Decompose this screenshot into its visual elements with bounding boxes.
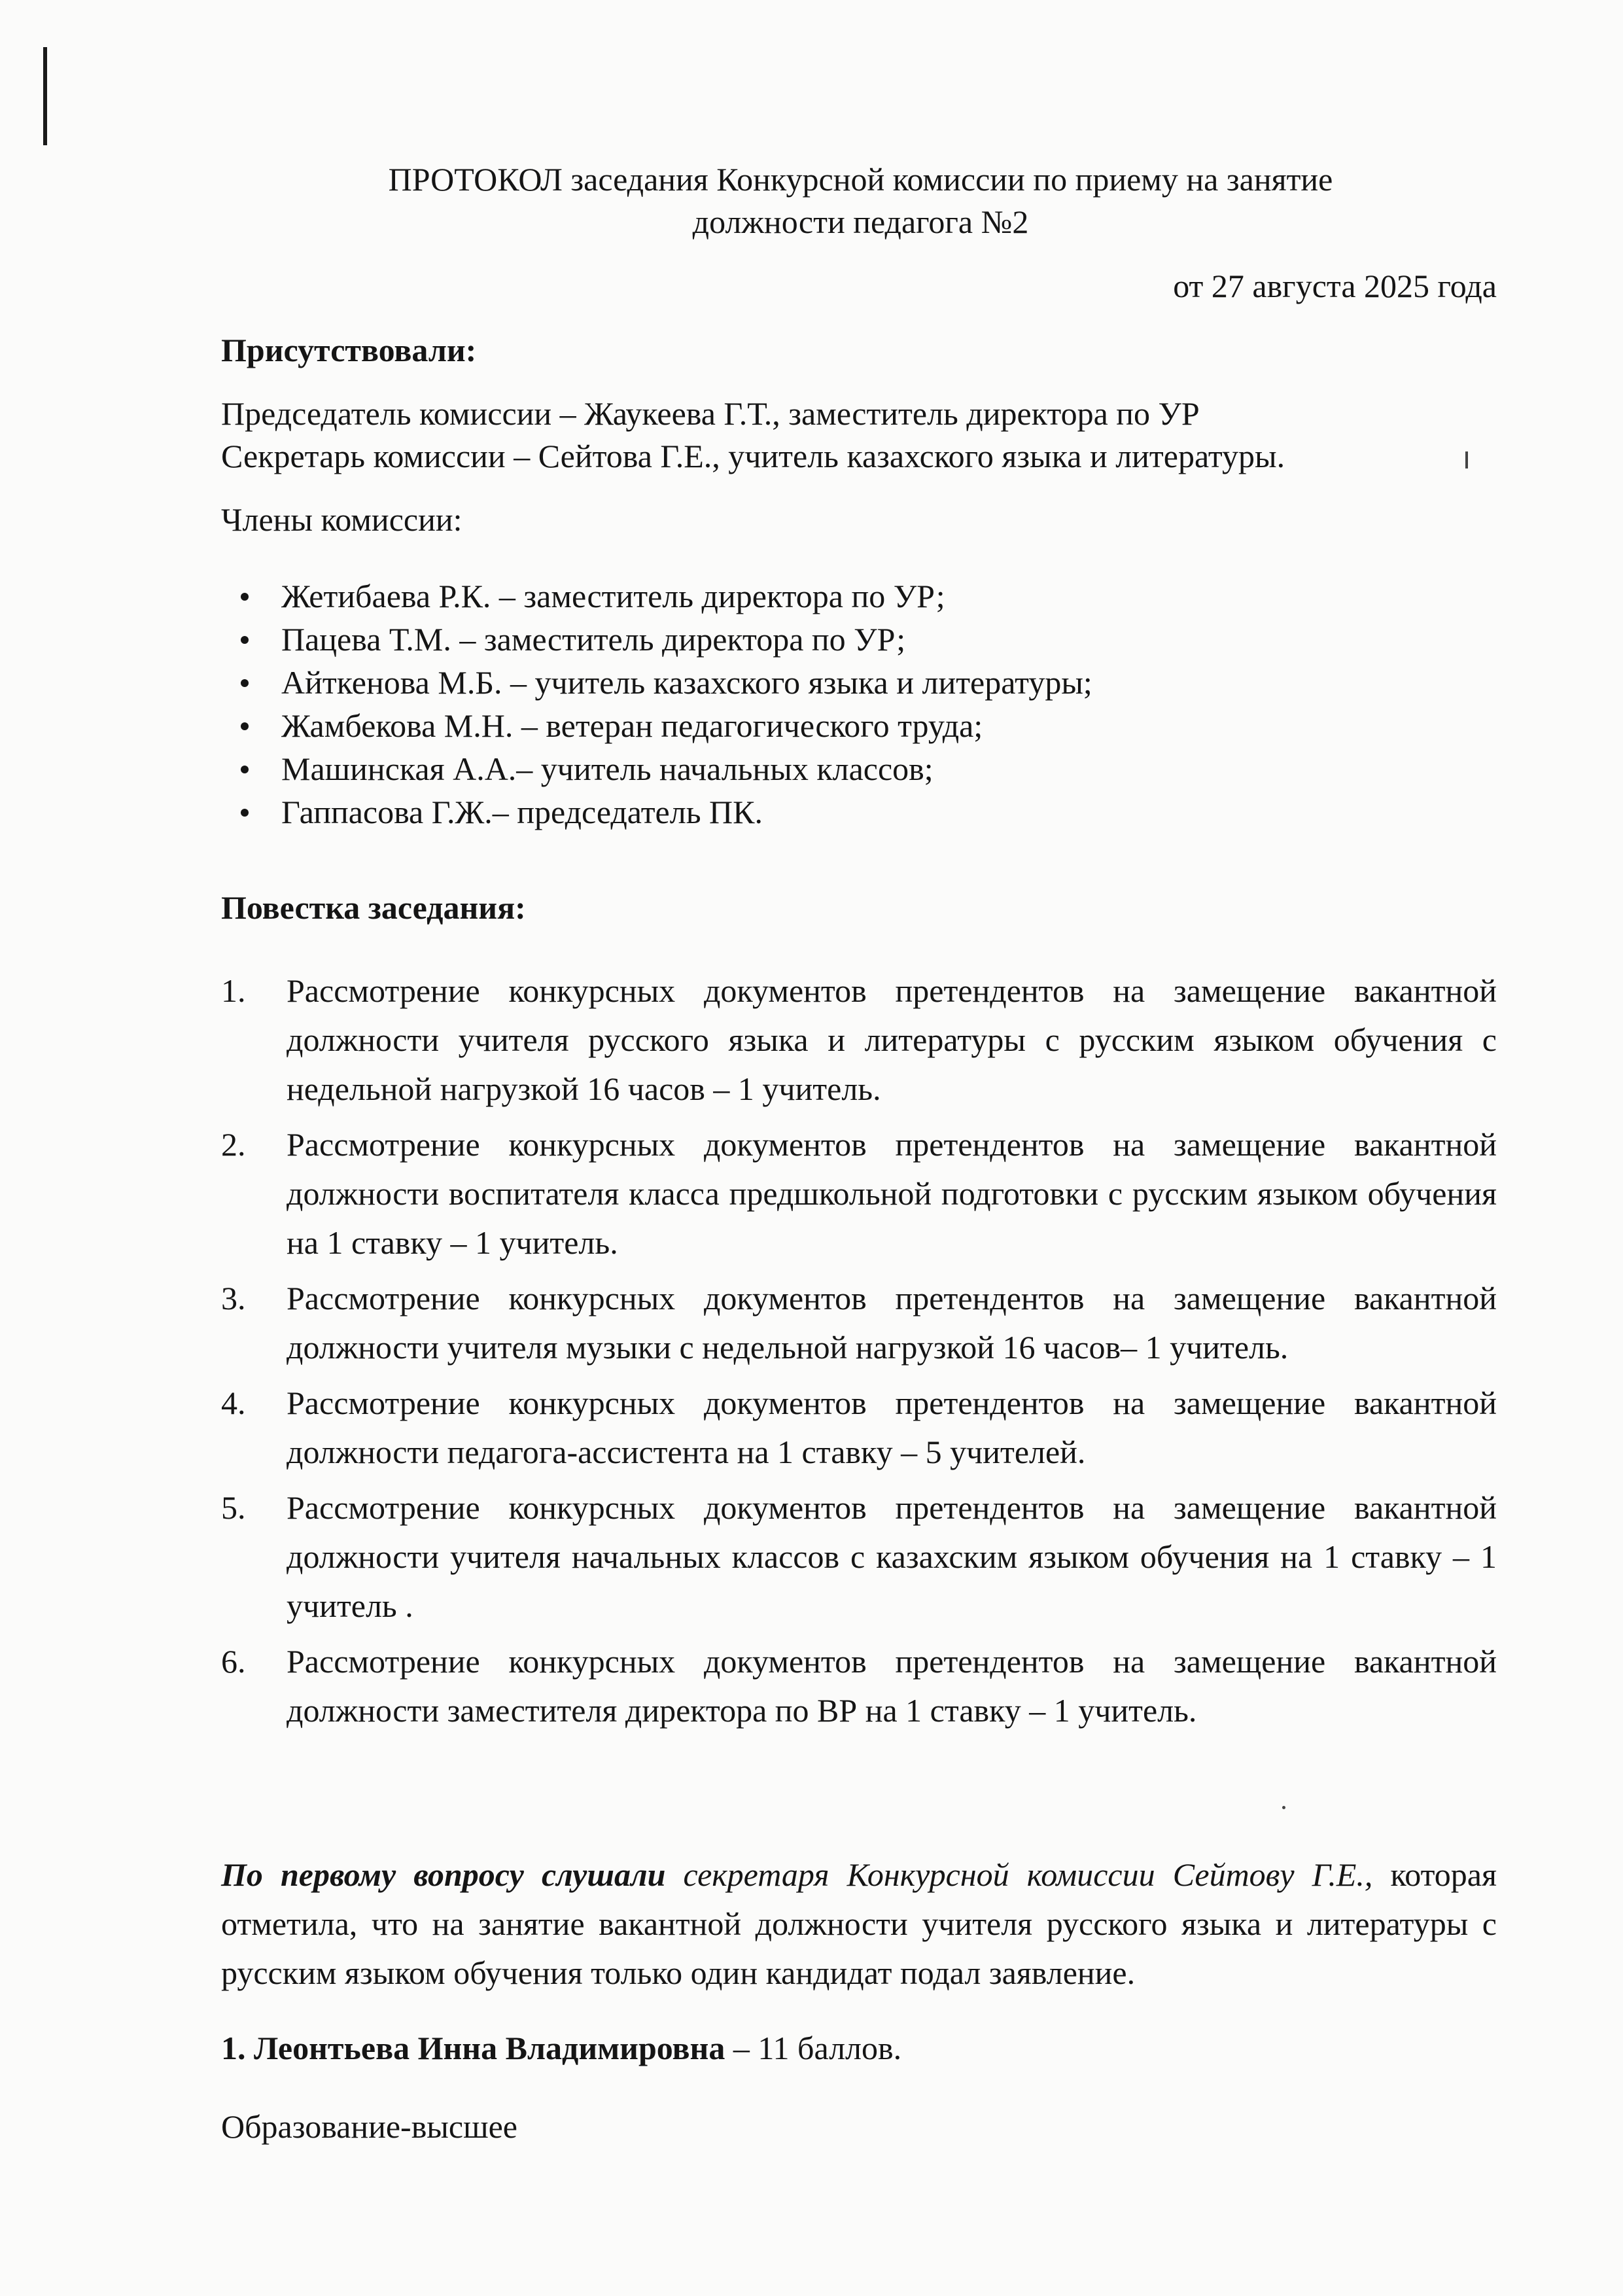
agenda-item-number: 1. bbox=[221, 972, 246, 1009]
candidate-education: Образование-высшее bbox=[221, 2108, 517, 2145]
agenda-item-text: Рассмотрение конкурсных документов претендентов на замещение вакантной должности воспитателя класса предшкольной подготовки с русским языком обучения на 1 ставку – 1 учитель. bbox=[287, 1126, 1497, 1261]
members-list bbox=[221, 574, 1092, 834]
member-item: Пацева Т.М. – заместитель директора по УР; bbox=[221, 618, 1092, 661]
committee-officers bbox=[221, 393, 1285, 478]
agenda-heading: Повестка заседания: bbox=[221, 889, 526, 926]
agenda-item-text: Рассмотрение конкурсных документов претендентов на замещение вакантной должности заместителя директора по ВР на 1 ставку – 1 учитель. bbox=[287, 1643, 1497, 1729]
scan-margin-mark bbox=[43, 47, 47, 145]
first-question-paragraph bbox=[221, 1850, 1497, 1998]
scan-edge-mark bbox=[1465, 451, 1468, 468]
first-question-lead: По первому вопросу слушали bbox=[221, 1856, 666, 1893]
first-question-speaker: секретаря Конкурсной комиссии Сейтову Г.Е., bbox=[665, 1856, 1373, 1893]
candidate-name: 1. Леонтьева Инна Владимировна bbox=[221, 2030, 725, 2066]
member-item: Жамбекова М.Н. – ветеран педагогического труда; bbox=[221, 704, 1092, 747]
title-line-1: ПРОТОКОЛ заседания Конкурсной комиссии по приему на занятие bbox=[388, 161, 1333, 198]
agenda-item-number: 4. bbox=[221, 1385, 246, 1421]
first-question-text: которая отметила, что на занятие вакантной должности учителя русского языка и литературы с русским языком обучения только один кандидат подал заявление. bbox=[221, 1856, 1497, 1991]
member-item: Гаппасова Г.Ж.– председатель ПК. bbox=[221, 790, 1092, 834]
agenda-item bbox=[221, 1379, 1497, 1477]
agenda-item bbox=[221, 966, 1497, 1114]
document-title bbox=[221, 158, 1500, 243]
member-item: Айткенова М.Б. – учитель казахского языка и литературы; bbox=[221, 661, 1092, 704]
agenda-item-number: 6. bbox=[221, 1643, 246, 1680]
member-item: Машинская А.А.– учитель начальных классов; bbox=[221, 747, 1092, 790]
agenda-item bbox=[221, 1120, 1497, 1267]
agenda-item-number: 2. bbox=[221, 1126, 246, 1163]
agenda-item-text: Рассмотрение конкурсных документов претендентов на замещение вакантной должности учителя русского языка и литературы с русским языком обучения с недельной нагрузкой 16 часов – 1 учитель. bbox=[287, 972, 1497, 1107]
agenda-item-text: Рассмотрение конкурсных документов претендентов на замещение вакантной должности учителя начальных классов с казахским языком обучения на 1 ставку – 1 учитель . bbox=[287, 1489, 1497, 1624]
candidate-entry bbox=[221, 2027, 901, 2070]
title-line-2: должности педагога №2 bbox=[692, 203, 1029, 240]
attendance-heading: Присутствовали: bbox=[221, 332, 477, 368]
committee-chair: Председатель комиссии – Жаукеева Г.Т., заместитель директора по УР bbox=[221, 395, 1200, 432]
agenda-item bbox=[221, 1274, 1497, 1372]
agenda-item-text: Рассмотрение конкурсных документов претендентов на замещение вакантной должности учителя музыки с недельной нагрузкой 16 часов– 1 учитель. bbox=[287, 1280, 1497, 1366]
document-date: от 27 августа 2025 года bbox=[1173, 268, 1497, 304]
members-label: Члены комиссии: bbox=[221, 501, 462, 538]
committee-secretary: Секретарь комиссии – Сейтова Г.Е., учитель казахского языка и литературы. bbox=[221, 438, 1285, 474]
agenda-item-number: 5. bbox=[221, 1489, 246, 1526]
member-item: Жетибаева Р.К. – заместитель директора по УР; bbox=[221, 574, 1092, 618]
agenda-item bbox=[221, 1637, 1497, 1735]
agenda-item bbox=[221, 1483, 1497, 1631]
agenda-item-number: 3. bbox=[221, 1280, 246, 1316]
agenda-list bbox=[221, 966, 1497, 1742]
agenda-item-text: Рассмотрение конкурсных документов претендентов на замещение вакантной должности педагога-ассистента на 1 ставку – 5 учителей. bbox=[287, 1385, 1497, 1470]
scan-speck bbox=[1282, 1806, 1285, 1809]
candidate-score: – 11 баллов. bbox=[725, 2030, 902, 2066]
